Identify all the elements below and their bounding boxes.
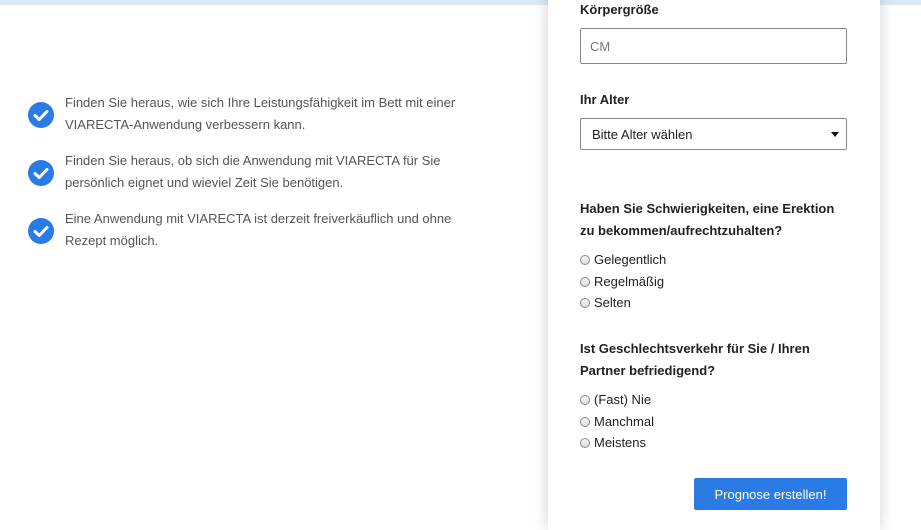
radio-label: Selten — [594, 295, 631, 310]
radio-label: Regelmäßig — [594, 274, 665, 289]
radio-label: (Fast) Nie — [594, 392, 652, 407]
age-select-value: Bitte Alter wählen — [592, 127, 693, 142]
prognosis-form-card — [548, 0, 880, 530]
question-erection: Haben Sie Schwierigkeiten, eine Erektion zu bekommen/aufrechtzuhalten? — [580, 201, 835, 238]
radio-label: Gelegentlich — [594, 252, 667, 267]
radio-button[interactable] — [580, 395, 590, 405]
benefit-item — [28, 92, 478, 136]
submit-prognosis-button[interactable]: Prognose erstellen! — [694, 478, 847, 510]
radio-label: Meistens — [594, 435, 647, 450]
check-circle-icon — [28, 160, 54, 186]
radio-button[interactable] — [580, 255, 590, 265]
benefit-item — [28, 150, 478, 194]
check-circle-icon — [28, 102, 54, 128]
height-input[interactable] — [580, 28, 847, 64]
caret-down-icon — [831, 132, 839, 137]
age-select[interactable] — [580, 118, 847, 150]
age-label: Ihr Alter — [580, 92, 630, 107]
benefits-list — [28, 92, 478, 266]
benefit-text: Eine Anwendung mit VIARECTA ist derzeit freiverkäuflich und ohne Rezept möglich. — [65, 211, 452, 248]
radio-button[interactable] — [580, 417, 590, 427]
height-label: Körpergröße — [580, 2, 659, 17]
benefit-item — [28, 208, 478, 252]
radio-button[interactable] — [580, 298, 590, 308]
radio-button[interactable] — [580, 277, 590, 287]
check-circle-icon — [28, 218, 54, 244]
radio-button[interactable] — [580, 438, 590, 448]
benefit-text: Finden Sie heraus, ob sich die Anwendung mit VIARECTA für Sie persönlich eignet und wieviel Zeit Sie benötigen. — [65, 153, 441, 190]
radio-label: Manchmal — [594, 414, 654, 429]
question-satisfaction: Ist Geschlechtsverkehr für Sie / Ihren Partner befriedigend? — [580, 341, 810, 378]
benefit-text: Finden Sie heraus, wie sich Ihre Leistungsfähigkeit im Bett mit einer VIARECTA-Anwendung verbessern kann. — [65, 95, 456, 132]
